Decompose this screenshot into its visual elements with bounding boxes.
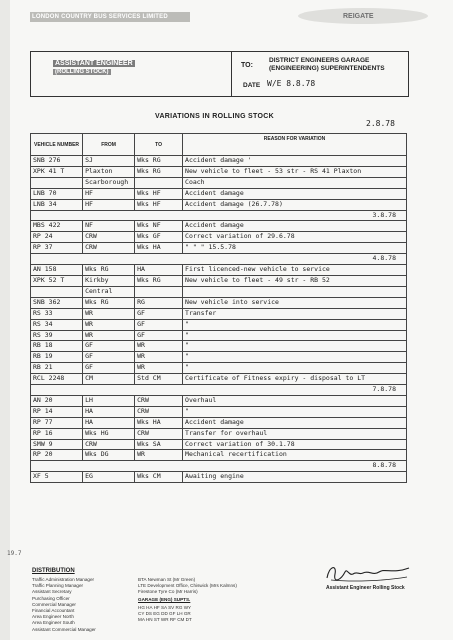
vehicle-cell: SNB 276 (31, 156, 83, 167)
table-body (31, 156, 407, 483)
distribution-list-external (138, 577, 237, 596)
to-cell: Wks HF (135, 188, 183, 199)
table-row (31, 439, 407, 450)
table-row (31, 308, 407, 319)
reason-cell: Mechanical recertification (183, 450, 407, 461)
garage-codes (138, 605, 192, 624)
reason-cell: Awaiting engine (183, 472, 407, 483)
reason-cell: " (183, 352, 407, 363)
vehicle-cell: RCL 2248 (31, 374, 83, 385)
table-row (31, 374, 407, 385)
table-row (31, 221, 407, 232)
to-cell: WR (135, 450, 183, 461)
reason-cell: Transfer for overhaul (183, 428, 407, 439)
from-cell: WR (83, 319, 135, 330)
from-title: ASSISTANT ENGINEER (55, 60, 133, 67)
vehicle-cell: RS 39 (31, 330, 83, 341)
to-cell: GF (135, 308, 183, 319)
from-cell: WR (83, 330, 135, 341)
from-cell: CRW (83, 439, 135, 450)
col-header-reason: REASON FOR VARIATION (183, 134, 407, 156)
from-cell: HF (83, 188, 135, 199)
reason-cell: " (183, 319, 407, 330)
to-recipients: DISTRICT ENGINEERS GARAGE (ENGINEERING) SUPERINTENDENTS (269, 57, 385, 72)
date-row (31, 385, 407, 396)
vehicle-cell: RS 33 (31, 308, 83, 319)
from-cell: CM (83, 374, 135, 385)
reason-cell: " (183, 406, 407, 417)
to-cell: Wks GF (135, 232, 183, 243)
reason-cell: Accident damage (26.7.78) (183, 199, 407, 210)
vehicle-cell: RB 19 (31, 352, 83, 363)
from-cell: NF (83, 221, 135, 232)
from-cell: Central (83, 286, 135, 297)
to-cell: GF (135, 319, 183, 330)
distribution-item: LTE Development Office, Chiswick (Mrs Kalmns) (138, 583, 237, 589)
vehicle-cell: RB 18 (31, 341, 83, 352)
garage-code-line: HG HA HF SA SV RG WY (138, 605, 192, 610)
reason-cell: Accident damage (183, 221, 407, 232)
table-row (31, 232, 407, 243)
vehicle-cell: AN 158 (31, 265, 83, 276)
vehicle-cell: RP 37 (31, 243, 83, 254)
table-row (31, 428, 407, 439)
table-row (31, 450, 407, 461)
vehicle-cell: SMW 9 (31, 439, 83, 450)
to-cell: WR (135, 341, 183, 352)
from-cell: HF (83, 199, 135, 210)
distribution-item: Firestone Tyre Co (Mr Harris) (138, 589, 198, 595)
to-cell: Wks SA (135, 439, 183, 450)
vehicle-cell: RB 21 (31, 363, 83, 374)
variations-table (30, 133, 407, 483)
distribution-heading: DISTRIBUTION (32, 568, 75, 574)
to-cell: Wks CM (135, 472, 183, 483)
from-cell: CRW (83, 232, 135, 243)
to-cell: Wks RG (135, 275, 183, 286)
signature-caption: Assistant Engineer Rolling Stock (326, 585, 405, 591)
from-cell: Kirkby (83, 275, 135, 286)
date-row (31, 254, 407, 265)
table-header-row (31, 134, 407, 156)
table-row (31, 166, 407, 177)
to-cell: GF (135, 330, 183, 341)
to-cell: CRW (135, 406, 183, 417)
location-label: REIGATE (343, 13, 374, 20)
to-cell: Wks NF (135, 221, 183, 232)
date-label: DATE (243, 82, 261, 89)
reason-cell: Certificate of Fitness expiry - disposal to LT (183, 374, 407, 385)
date-cell: 4.8.78 (31, 254, 407, 265)
table-row (31, 265, 407, 276)
col-header-to: TO (135, 134, 183, 156)
reason-cell: " (183, 363, 407, 374)
to-cell (135, 177, 183, 188)
from-cell: GF (83, 341, 135, 352)
reason-cell: Correct variation of 29.6.78 (183, 232, 407, 243)
date-value: W/E 8.8.78 (267, 79, 316, 88)
scan-gutter (0, 0, 10, 640)
from-cell: Wks RG (83, 265, 135, 276)
reason-cell: " (183, 341, 407, 352)
vehicle-cell: AN 20 (31, 395, 83, 406)
signature-icon (323, 562, 413, 584)
table-row (31, 319, 407, 330)
distribution-item: Assistant Secretary (32, 589, 72, 595)
to-label: TO: (241, 62, 253, 69)
table-row (31, 472, 407, 483)
reason-cell: First licenced-new vehicle to service (183, 265, 407, 276)
reason-cell: New vehicle to fleet - 53 str - RS 41 Plaxton (183, 166, 407, 177)
from-cell: LH (83, 395, 135, 406)
to-cell: Wks RG (135, 166, 183, 177)
reason-cell: Accident damage (183, 188, 407, 199)
reason-cell: Coach (183, 177, 407, 188)
vehicle-cell: LNB 70 (31, 188, 83, 199)
vehicle-cell: MBS 422 (31, 221, 83, 232)
vehicle-cell: RP 14 (31, 406, 83, 417)
reason-cell: New vehicle into service (183, 297, 407, 308)
date-row (31, 210, 407, 221)
date-cell: 7.8.78 (31, 385, 407, 396)
from-cell: CRW (83, 243, 135, 254)
table-row (31, 243, 407, 254)
from-cell: GF (83, 363, 135, 374)
reason-cell: " " " 15.5.78 (183, 243, 407, 254)
vehicle-cell: XPK 52 T (31, 275, 83, 286)
table-row (31, 395, 407, 406)
reason-cell: New vehicle to fleet - 49 str - RB 52 (183, 275, 407, 286)
distribution-item: BTA Newman St (Mr Green) (138, 577, 196, 582)
garage-code-line: CY DS EG DD GF LH GR (138, 611, 191, 617)
from-cell: SJ (83, 156, 135, 167)
distribution-item: Purchasing Officer (32, 595, 70, 601)
table-row (31, 275, 407, 286)
table-row (31, 417, 407, 428)
table-row (31, 286, 407, 297)
from-cell: HA (83, 406, 135, 417)
from-cell: HA (83, 417, 135, 428)
company-name: LONDON COUNTRY BUS SERVICES LIMITED (32, 14, 168, 20)
reason-cell: Overhaul (183, 395, 407, 406)
reason-cell: Accident damage (183, 417, 407, 428)
to-cell: WR (135, 363, 183, 374)
to-cell: Wks HF (135, 199, 183, 210)
to-cell: CRW (135, 395, 183, 406)
distribution-item: Financial Accountant (32, 608, 75, 614)
vehicle-cell (31, 286, 83, 297)
to-cell: RG (135, 297, 183, 308)
vehicle-cell: XF 5 (31, 472, 83, 483)
document-title: VARIATIONS IN ROLLING STOCK (155, 113, 274, 120)
vehicle-cell: RP 24 (31, 232, 83, 243)
to-cell: Std CM (135, 374, 183, 385)
from-cell: Wks DG (83, 450, 135, 461)
first-date: 2.8.78 (366, 119, 395, 128)
date-row (31, 461, 407, 472)
vehicle-cell: RS 34 (31, 319, 83, 330)
vehicle-cell: XPK 41 T (31, 166, 83, 177)
reason-cell: Transfer (183, 308, 407, 319)
distribution-item: Area Engineer North (32, 614, 74, 620)
to-cell: CRW (135, 428, 183, 439)
distribution-list-internal (32, 577, 96, 633)
distribution-item: Commercial Manager (32, 601, 76, 607)
table-row (31, 341, 407, 352)
memo-header-box (30, 51, 409, 97)
from-subtitle: (ROLLING STOCK) (55, 69, 109, 75)
distribution-item: Traffic Planning Manager (32, 583, 84, 589)
to-cell: Wks RG (135, 156, 183, 167)
from-cell: Plaxton (83, 166, 135, 177)
distribution-item: Assistant Commercial Manager (32, 626, 96, 632)
header-divider (231, 52, 232, 96)
date-cell: 8.8.78 (31, 461, 407, 472)
from-cell: Scarborough (83, 177, 135, 188)
from-cell: WR (83, 308, 135, 319)
reason-cell: " (183, 330, 407, 341)
from-cell: Wks HG (83, 428, 135, 439)
table-row (31, 156, 407, 167)
table-row (31, 297, 407, 308)
distribution-item: Traffic Administration Manager (32, 577, 95, 582)
table-row (31, 363, 407, 374)
to-cell: HA (135, 265, 183, 276)
table-row (31, 406, 407, 417)
table-row (31, 352, 407, 363)
vehicle-cell: RP 20 (31, 450, 83, 461)
table-row (31, 188, 407, 199)
to-cell (135, 286, 183, 297)
garage-supts-heading: GARAGE (ENG) SUPTS. (138, 597, 191, 602)
margin-note: 19.7 (7, 550, 22, 557)
to-cell: Wks HA (135, 243, 183, 254)
vehicle-cell: SNB 362 (31, 297, 83, 308)
table-row (31, 330, 407, 341)
from-cell: GF (83, 352, 135, 363)
from-cell: Wks RG (83, 297, 135, 308)
table-row (31, 199, 407, 210)
col-header-from: FROM (83, 134, 135, 156)
vehicle-cell (31, 177, 83, 188)
to-cell: WR (135, 352, 183, 363)
table-row (31, 177, 407, 188)
vehicle-cell: RP 77 (31, 417, 83, 428)
to-cell: Wks HA (135, 417, 183, 428)
date-cell: 3.8.78 (31, 210, 407, 221)
from-cell: EG (83, 472, 135, 483)
reason-cell: Correct variation of 30.1.78 (183, 439, 407, 450)
col-header-vehicle: VEHICLE NUMBER (31, 134, 83, 156)
reason-cell (183, 286, 407, 297)
vehicle-cell: RP 16 (31, 428, 83, 439)
garage-code-line: MA HN ST WR RF CM DT (138, 617, 192, 623)
reason-cell: Accident damage ' (183, 156, 407, 167)
vehicle-cell: LNB 34 (31, 199, 83, 210)
distribution-item: Area Engineer South (32, 620, 75, 626)
